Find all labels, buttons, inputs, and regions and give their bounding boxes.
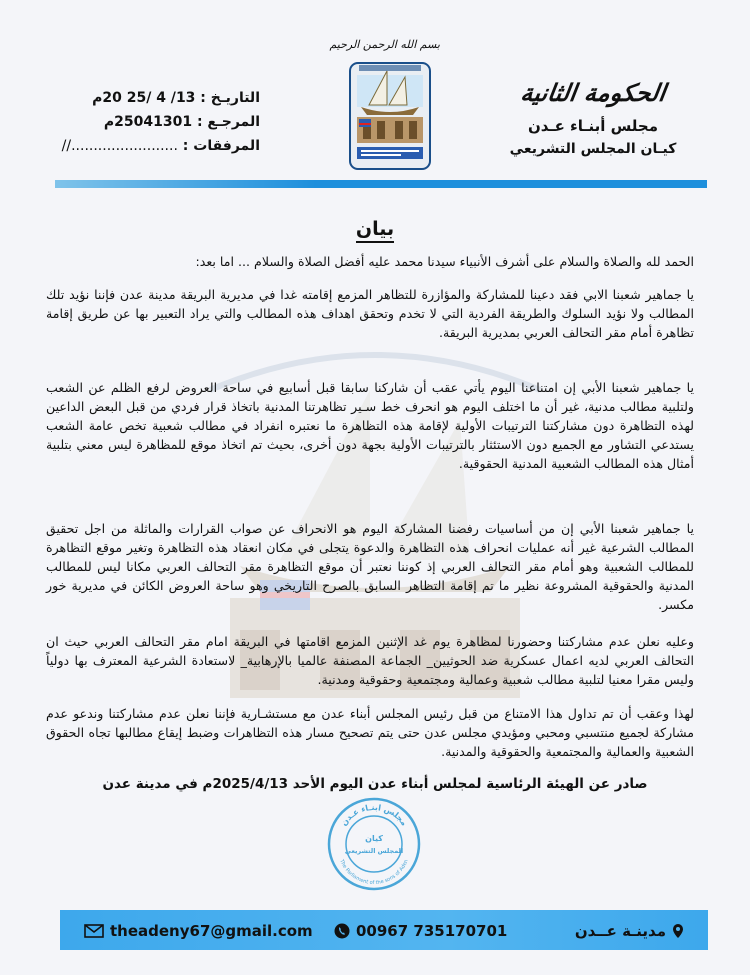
envelope-icon [84,924,104,938]
logo-block [329,38,440,173]
footer-bar [60,910,708,950]
paragraph-2: يا جماهير شعبنا الأبي إن امتناعنا اليوم يأتي عقب أن شاركنا سابقا قبل أسابيع في ساحة العروض لرفع الظلم عن الشعب ولتلبية مطالب مدنية، غير أن ما اختلف اليوم هو انحرف خط سـير تظاهرتنا المدنية باتخاذ قرار فردي من قبل البعض الداعين لهذه التظاهرة دون مشاركتنا الترتيبات الأولية لإقامة هذه التظاهرة ما نعتبره انفراد في مطالب شعبية تخص عامة الشعب يستدعي التشاور مع الجميع دون الاستئثار بالترتيبات الأولية بجهة دون أخرى، بحيث تم اتخاذ موقع للمظاهرة ليس معني بتلبية أمثال هذه المطالب الشعبية المدنية الحقوقية. [46,380,694,471]
attachments-row [60,134,260,158]
paragraph-4: وعليه نعلن عدم مشاركتنا وحضورنا لمظاهرة يوم غد الإثنين المزمع اقامتها في البريقة امام مقر التحالف العربي حيث ان التحالف العربي لديه اعمال عسكرية ضد الحوثيين_ الجماعة المصنفة عالميا بالإرهابية_ لاستعادة الشرعية المعترف بها دولياً وليس مقرا معنيا لتلبية مطالب شعبية وعمالية ومجتمعية وحقوقية ومدنية. [46,634,694,687]
council-logo-icon [347,55,433,173]
issued-statement: صادر عن الهيئة الرئاسية لمجلس أبناء عدن اليوم الأحد 2025/4/13م في مدينة عدن [102,776,648,792]
footer-phone[interactable] [334,922,507,940]
document-title [0,218,750,240]
organization-header [498,78,688,160]
reference-value: 25041301م [103,114,193,130]
stamp-center-top: كيان [365,834,383,843]
stamp-english-text: The Parliament of the sons of Aden [338,858,410,886]
footer-email[interactable] [84,922,313,940]
title-text: بيان [356,218,394,243]
stamp-ring-text: مجلس ابنـاء عـدن [339,802,409,828]
paragraph-3: يا جماهير شعبنا الأبي إن من أساسيات رفضنا المشاركة اليوم هو الانحراف عن صواب القرارات والماثلة من اجل تحقيق المطالب الشرعية غير أنه عمليات انحراف هذه التظاهرة والدعوة يتجلى في مكان انعقاد هذه التظاهرة وتغير موقع التظاهرة للمطالب الشعبية وهو أمام مقر التحالف العربي إذ كوننا نعتبر أن موقع التظاهرة مقر التحالف العربي مكانا ليس للمطالب المدنية والحقوقية المشروعة نظير ما تم إقامة التظاهر السابق بالصرح التاريخي وهو ساحة العروض الكائن في مديرية خور مكسر. [46,521,694,612]
reference-row [60,110,260,134]
phone-text: 00967 735170701 [356,922,508,940]
organization-subtitle: كيـان المجلس التشريعي [509,141,677,157]
city-text: مدينـة عــدن [574,922,666,940]
opening-line: الحمد لله والصلاة والسلام على أشرف الأنبياء سيدنا محمد عليه أفضل الصلاة والسلام ... اما بعد: [195,254,694,269]
location-pin-icon [672,923,684,939]
date-label: التاريـخ : [200,90,260,106]
footer-city [575,922,684,940]
reference-label: المرجـع : [196,114,260,130]
document-meta [60,86,260,158]
basmala: بسم الله الرحمن الرحيم [329,38,440,51]
date-value: 13/ 4 /25 20م [92,90,196,106]
paragraph-1: يا جماهير شعبنا الابي فقد دعينا للمشاركة والمؤازرة للتظاهر المزمع إقامته غدا في مديرية البريقة مدينة عدن فإننا نؤيد تلك المطالب ولا نؤيد السلوك والطريقة الفردية التي لا تخدم وتحقق اهداف هذه المطالب والتي يراد التعبير بها عن طريق إقامة تظاهرة أمام مقر التحالف العربي بمديرية البريقة. [46,287,694,340]
stamp-center-bottom: المجلس التشريعي [344,847,404,855]
email-text: theadeny67@gmail.com [110,922,313,940]
attachments-value: ........................// [61,138,178,154]
calligraphy-title: الحكومة الثانية [518,78,668,107]
phone-icon [334,923,350,939]
organization-name: مجلس أبنـاء عـدن [527,117,659,135]
date-row [60,86,260,110]
attachments-label: المرفقات : [182,138,260,154]
header-divider-bar [55,180,707,188]
official-stamp-icon [326,796,422,892]
paragraph-5: لهذا وعقب أن تم تداول هذا الامتناع من قبل رئيس المجلس أبناء عدن مع مستشـارية فإننا نعلن عدم مشاركتنا وندعو عدم مشاركة لجميع منتسبي ومحبي ومؤيدي مجلس عدن حتى يتم تصحيح مسار هذه التظاهرات وضبط إيقاع مطالبها تجاه الحقوق الشعبية والعمالية والمجتمعية والحقوقية والمدنية. [46,706,694,759]
